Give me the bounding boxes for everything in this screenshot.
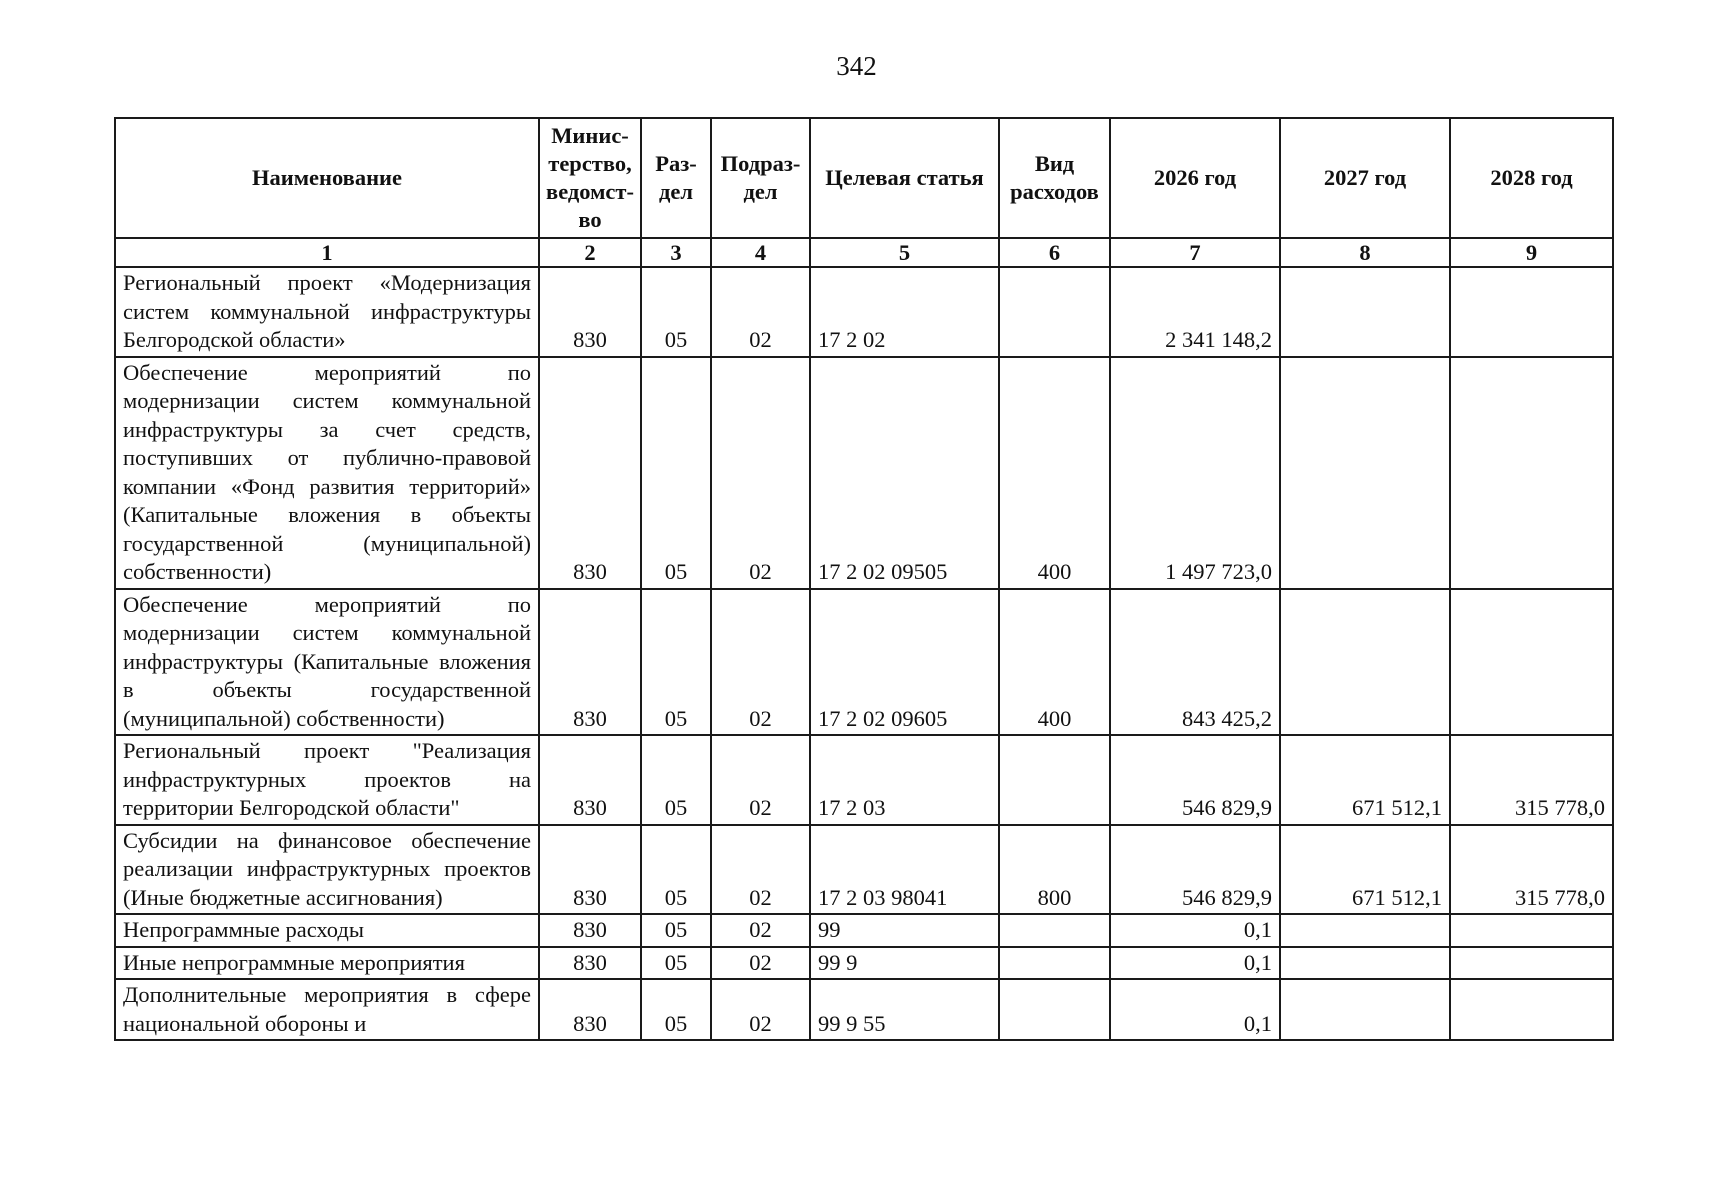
row-expense-type: 400	[999, 357, 1110, 589]
table-row	[115, 947, 1613, 980]
table-header-row	[115, 118, 1613, 238]
budget-table	[114, 117, 1614, 1041]
row-section: 05	[641, 947, 711, 980]
header-section: Раз-дел	[641, 118, 711, 238]
table-row	[115, 825, 1613, 915]
row-2026: 1 497 723,0	[1110, 357, 1280, 589]
table-row	[115, 735, 1613, 825]
row-expense-type	[999, 979, 1110, 1040]
row-ministry: 830	[539, 589, 641, 736]
row-subsection: 02	[711, 825, 810, 915]
row-2027: 671 512,1	[1280, 735, 1450, 825]
row-target: 17 2 02 09505	[810, 357, 999, 589]
row-expense-type	[999, 735, 1110, 825]
row-name: Обеспечение мероприятий по модернизации систем коммунальной инфраструктуры за счет средств, поступивших от публично-правовой компании «Фонд развития территорий» (Капитальные вложения в объекты государственной (муниципальной) собственности)	[115, 357, 539, 589]
row-expense-type	[999, 267, 1110, 357]
row-name: Субсидии на финансовое обеспечение реализации инфраструктурных проектов (Иные бюджетные ассигнования)	[115, 825, 539, 915]
row-target: 17 2 03 98041	[810, 825, 999, 915]
row-subsection: 02	[711, 979, 810, 1040]
row-section: 05	[641, 357, 711, 589]
row-ministry: 830	[539, 825, 641, 915]
row-target: 17 2 03	[810, 735, 999, 825]
column-number: 7	[1110, 238, 1280, 267]
column-number: 1	[115, 238, 539, 267]
column-number: 8	[1280, 238, 1450, 267]
column-number: 2	[539, 238, 641, 267]
row-ministry: 830	[539, 357, 641, 589]
row-2028	[1450, 589, 1613, 736]
row-2027	[1280, 267, 1450, 357]
row-2028	[1450, 267, 1613, 357]
row-2027	[1280, 979, 1450, 1040]
row-target: 17 2 02 09605	[810, 589, 999, 736]
table-row	[115, 914, 1613, 947]
row-2027	[1280, 357, 1450, 589]
row-section: 05	[641, 735, 711, 825]
row-name: Дополнительные мероприятия в сфере национальной обороны и	[115, 979, 539, 1040]
row-2027: 671 512,1	[1280, 825, 1450, 915]
row-2027	[1280, 914, 1450, 947]
row-name: Иные непрограммные мероприятия	[115, 947, 539, 980]
header-expense-type: Вид расходов	[999, 118, 1110, 238]
row-ministry: 830	[539, 979, 641, 1040]
row-section: 05	[641, 825, 711, 915]
row-ministry: 830	[539, 914, 641, 947]
row-ministry: 830	[539, 947, 641, 980]
row-subsection: 02	[711, 357, 810, 589]
row-name: Обеспечение мероприятий по модернизации систем коммунальной инфраструктуры (Капитальные вложения в объекты государственной (муниципальной) собственности)	[115, 589, 539, 736]
row-2026: 843 425,2	[1110, 589, 1280, 736]
row-ministry: 830	[539, 267, 641, 357]
header-name: Наименование	[115, 118, 539, 238]
row-2026: 546 829,9	[1110, 825, 1280, 915]
header-2028: 2028 год	[1450, 118, 1613, 238]
page-number: 342	[836, 51, 877, 81]
row-2026: 546 829,9	[1110, 735, 1280, 825]
header-2027: 2027 год	[1280, 118, 1450, 238]
row-2028	[1450, 357, 1613, 589]
table-row	[115, 979, 1613, 1040]
row-name: Региональный проект "Реализация инфраструктурных проектов на территории Белгородской области"	[115, 735, 539, 825]
header-target: Целевая статья	[810, 118, 999, 238]
row-subsection: 02	[711, 914, 810, 947]
row-expense-type: 400	[999, 589, 1110, 736]
column-number: 9	[1450, 238, 1613, 267]
column-number: 3	[641, 238, 711, 267]
column-number-row	[115, 238, 1613, 267]
table-row	[115, 589, 1613, 736]
row-subsection: 02	[711, 947, 810, 980]
row-section: 05	[641, 979, 711, 1040]
row-target: 99 9 55	[810, 979, 999, 1040]
row-subsection: 02	[711, 735, 810, 825]
row-2028	[1450, 947, 1613, 980]
column-number: 4	[711, 238, 810, 267]
row-2027	[1280, 947, 1450, 980]
row-section: 05	[641, 267, 711, 357]
row-subsection: 02	[711, 267, 810, 357]
row-2028	[1450, 979, 1613, 1040]
header-2026: 2026 год	[1110, 118, 1280, 238]
row-2028: 315 778,0	[1450, 735, 1613, 825]
row-2027	[1280, 589, 1450, 736]
row-2026: 0,1	[1110, 947, 1280, 980]
row-name: Региональный проект «Модернизация систем коммунальной инфраструктуры Белгородской области»	[115, 267, 539, 357]
row-2028	[1450, 914, 1613, 947]
row-name: Непрограммные расходы	[115, 914, 539, 947]
row-2026: 0,1	[1110, 979, 1280, 1040]
row-2028: 315 778,0	[1450, 825, 1613, 915]
header-ministry: Минис-терство, ведомст-во	[539, 118, 641, 238]
row-target: 17 2 02	[810, 267, 999, 357]
header-subsection: Подраз-дел	[711, 118, 810, 238]
row-section: 05	[641, 589, 711, 736]
column-number: 6	[999, 238, 1110, 267]
row-2026: 0,1	[1110, 914, 1280, 947]
row-ministry: 830	[539, 735, 641, 825]
row-target: 99 9	[810, 947, 999, 980]
table-row	[115, 267, 1613, 357]
row-target: 99	[810, 914, 999, 947]
row-2026: 2 341 148,2	[1110, 267, 1280, 357]
row-expense-type: 800	[999, 825, 1110, 915]
column-number: 5	[810, 238, 999, 267]
row-section: 05	[641, 914, 711, 947]
table-row	[115, 357, 1613, 589]
row-expense-type	[999, 947, 1110, 980]
row-subsection: 02	[711, 589, 810, 736]
row-expense-type	[999, 914, 1110, 947]
